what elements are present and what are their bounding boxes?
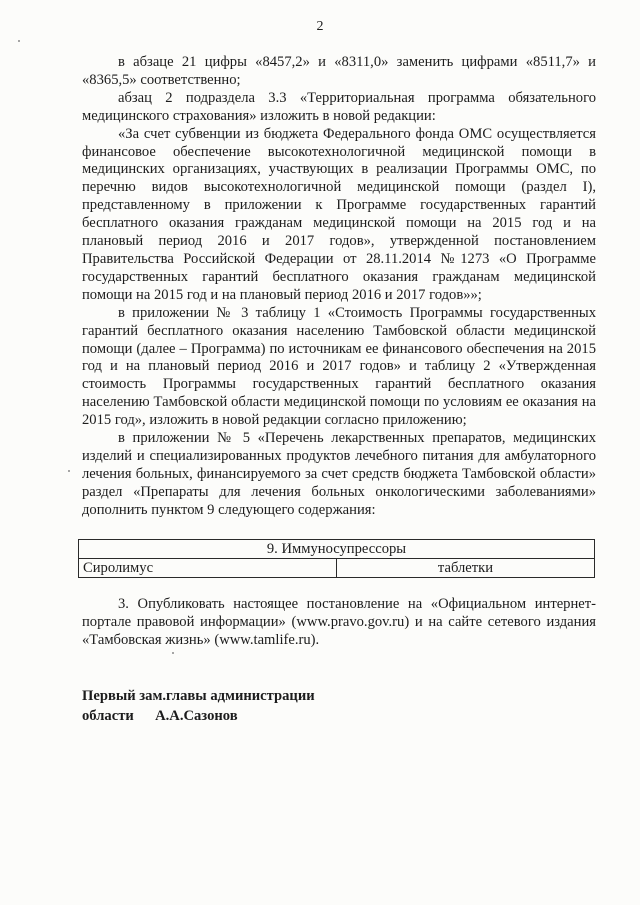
- table-row: [79, 559, 595, 578]
- drug-name-cell: Сиролимус: [79, 559, 337, 578]
- paragraph-abzac-21: в абзаце 21 цифры «8457,2» и «8311,0» заменить цифрами «8511,7» и «8365,5» соответственно;: [82, 54, 596, 88]
- signer-name: А.А.Сазонов: [155, 708, 238, 724]
- signature-block: [82, 686, 315, 726]
- scan-speck: [18, 40, 20, 42]
- drug-form-cell: таблетки: [337, 559, 595, 578]
- paragraph-podrazdel-3-3: абзац 2 подраздела 3.3 «Территориальная программа обязательного медицинского страхования» изложить в новой редакции:: [82, 89, 596, 124]
- scan-speck: [68, 470, 70, 472]
- signer-position-region: области: [82, 708, 134, 724]
- signer-line: [82, 706, 315, 726]
- page-number: 2: [316, 19, 324, 34]
- amendment-text: [82, 54, 596, 520]
- drug-table: [78, 539, 595, 578]
- paragraph-prilozhenie-3: в приложении № 3 таблицу 1 «Стоимость Программы государственных гарантий бесплатного оказания населению Тамбовской области медицинской помощи (далее – Программа) по источникам ее финансового обеспечения на 2015 год и на плановый период 2016 и 2017 годов» и таблицу 2 «Утвержденная стоимость Программы государственных гарантий бесплатного оказания населению Тамбовской области медицинской помощи по условиям ее оказания на 2015 год», изложить в новой редакции согласно приложению;: [82, 304, 596, 429]
- table-group-title: 9. Иммуносупрессоры: [79, 540, 595, 559]
- table-group-row: [79, 540, 595, 559]
- paragraph-quote-subvention: «За счет субвенции из бюджета Федерального фонда ОМС осуществляется финансовое обеспечение высокотехнологичной медицинской помощи в медицинских организациях, участвующих в реализации Программы ОМС, по перечню видов высокотехнологичной медицинской помощи (раздел I), представленному в приложении к Программе государственных гарантий бесплатного оказания гражданам медицинской помощи на 2015 год и на плановый период 2016 и 2017 годов», утвержденной постановлением Правительства Российской Федерации от 28.11.2014 №1273 «О Программе государственных гарантий бесплатного оказания гражданам медицинской помощи на 2015 год и на плановый период 2016 и 2017 годов»»;: [82, 125, 596, 303]
- publish-paragraph: 3. Опубликовать настоящее постановление на «Официальном интернет-портале правовой информации» (www.pravo.gov.ru) и на сайте сетевого издания «Тамбовская жизнь» (www.tamlife.ru).: [82, 596, 596, 648]
- paragraph-prilozhenie-5: в приложении № 5 «Перечень лекарственных препаратов, медицинских изделий и специализированных продуктов лечебного питания для амбулаторного лечения больных, финансируемого за счет средств бюджета Тамбовской области» раздел «Препараты для лечения больных онкологическими заболеваниями» дополнить пунктом 9 следующего содержания:: [82, 430, 596, 518]
- scan-speck: [172, 652, 174, 654]
- signer-position: Первый зам.главы администрации: [82, 688, 315, 704]
